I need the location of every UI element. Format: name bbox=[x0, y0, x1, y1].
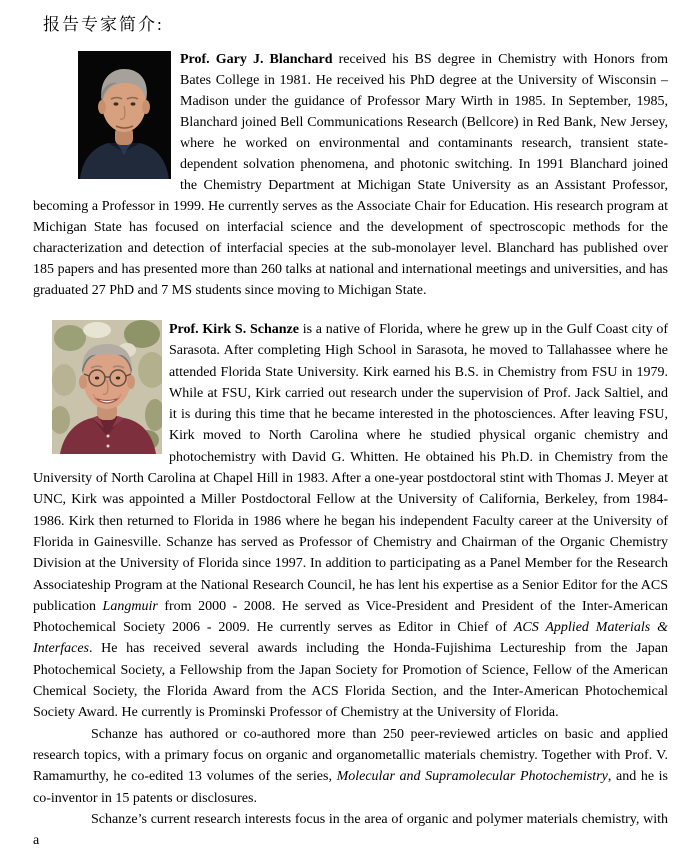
schanze-bio-text-3: . He has received several awards including the Honda-Fujishima Lectureship from the Japan Photochemical Society, a Fellowship from the Japan Society for Promotion of Science, Fellow of the American Chemical Society, the Florida Award from the ACS Florida Section, and the Inter-American Photochemical Society Award. He currently is Prominski Professor of Chemistry at the University of Florida. bbox=[33, 641, 668, 721]
schanze-pubs-text-1: Schanze has authored or co-authored more than 250 peer-reviewed articles on basic and applied research topics, with a primary focus on organic and organometallic materials chemistry. Together with Prof. V. Ramamurthy, he co-edited 13 volumes of the series, bbox=[33, 726, 668, 785]
journal-acs-ami: ACS Applied Materials & Interfaces bbox=[33, 620, 668, 657]
schanze-bio-text-2: from 2000 - 2008. He served as Vice-President and President of the Inter-American Photochemical Society 2006 - 2009. He currently serves as Editor in Chief of bbox=[33, 598, 668, 636]
schanze-name: Prof. Kirk S. Schanze bbox=[169, 322, 299, 337]
schanze-photo-image bbox=[52, 320, 162, 454]
bio-schanze bbox=[33, 319, 668, 851]
schanze-bio-text-1: is a native of Florida, where he grew up in the Gulf Coast city of Sarasota. After completing High School in Sarasota, he moved to Tallahassee where he attended Florida State University. Kirk earned his B.S. in Chemistry from FSU in 1979. While at FSU, Kirk carried out research under the supervision of Prof. Jack Saltiel, and it is during this time that he became interested in the photosciences. After leaving FSU, Kirk moved to North Carolina where he studied physical organic chemistry and photochemistry with David G. Whitten. He obtained his Ph.D. in Chemistry from the University of North Carolina at Chapel Hill in 1983. After a one-year postdoctoral stint with Thomas J. Meyer at UNC, Kirk was appointed a Miller Postdoctoral Fellow at the University of California, Berkeley, from 1984-1986. Kirk then returned to Florida in 1986 where he began his independent Faculty career at the University of Florida in Gainesville. Schanze has served as Professor of Chemistry and Chairman of the Organic Chemistry Division at the University of Florida since 1997. In addition to participating as a Panel Member for the Research Associateship Program at the National Research Council, he has lent his expertise as a Senior Editor for the ACS publication bbox=[33, 322, 668, 614]
expert-intro-heading: 报告专家简介: bbox=[43, 15, 164, 34]
bio-schanze-paragraph-2 bbox=[33, 724, 668, 809]
schanze-portrait-photo bbox=[52, 320, 162, 454]
journal-langmuir: Langmuir bbox=[102, 598, 158, 614]
blanchard-bio-text: received his BS degree in Chemistry with Honors from Bates College in 1981. He received his PhD degree at the University of Wisconsin – Madison under the guidance of Professor Mary Wirth in 1985. In September, 1985, Blanchard joined Bell Communications Research (Bellcore) in Red Bank, New Jersey, where he worked on environmental and contaminants research, transient state-dependent solvation phenomena, and photonic switching. In 1991 Blanchard joined the Chemistry Department at Michigan State University as an Assistant Professor, becoming a Professor in 1999. He currently serves as the Associate Chair for Education. His research program at Michigan State has focused on interfacial science and the development of spectroscopic methods for the characterization and detection of interfacial species at the sub-monolayer level. Blanchard has published over 185 papers and has presented more than 260 talks at national and international meetings and universities, and has graduated 27 PhD and 7 MS students since moving to Michigan State. bbox=[33, 52, 669, 298]
blanchard-photo-image bbox=[78, 51, 171, 179]
blanchard-name: Prof. Gary J. Blanchard bbox=[180, 52, 333, 67]
bio-schanze-paragraph-3 bbox=[33, 809, 668, 852]
series-title: Molecular and Supramolecular Photochemistry bbox=[336, 769, 608, 785]
schanze-pubs-text-2: , and he is co-inventor in 15 patents or disclosures. bbox=[33, 769, 668, 806]
blanchard-portrait-photo bbox=[78, 51, 171, 179]
bio-blanchard bbox=[33, 49, 668, 301]
schanze-research-text: Schanze’s current research interests focus in the area of organic and polymer materials chemistry, with a bbox=[33, 811, 668, 849]
